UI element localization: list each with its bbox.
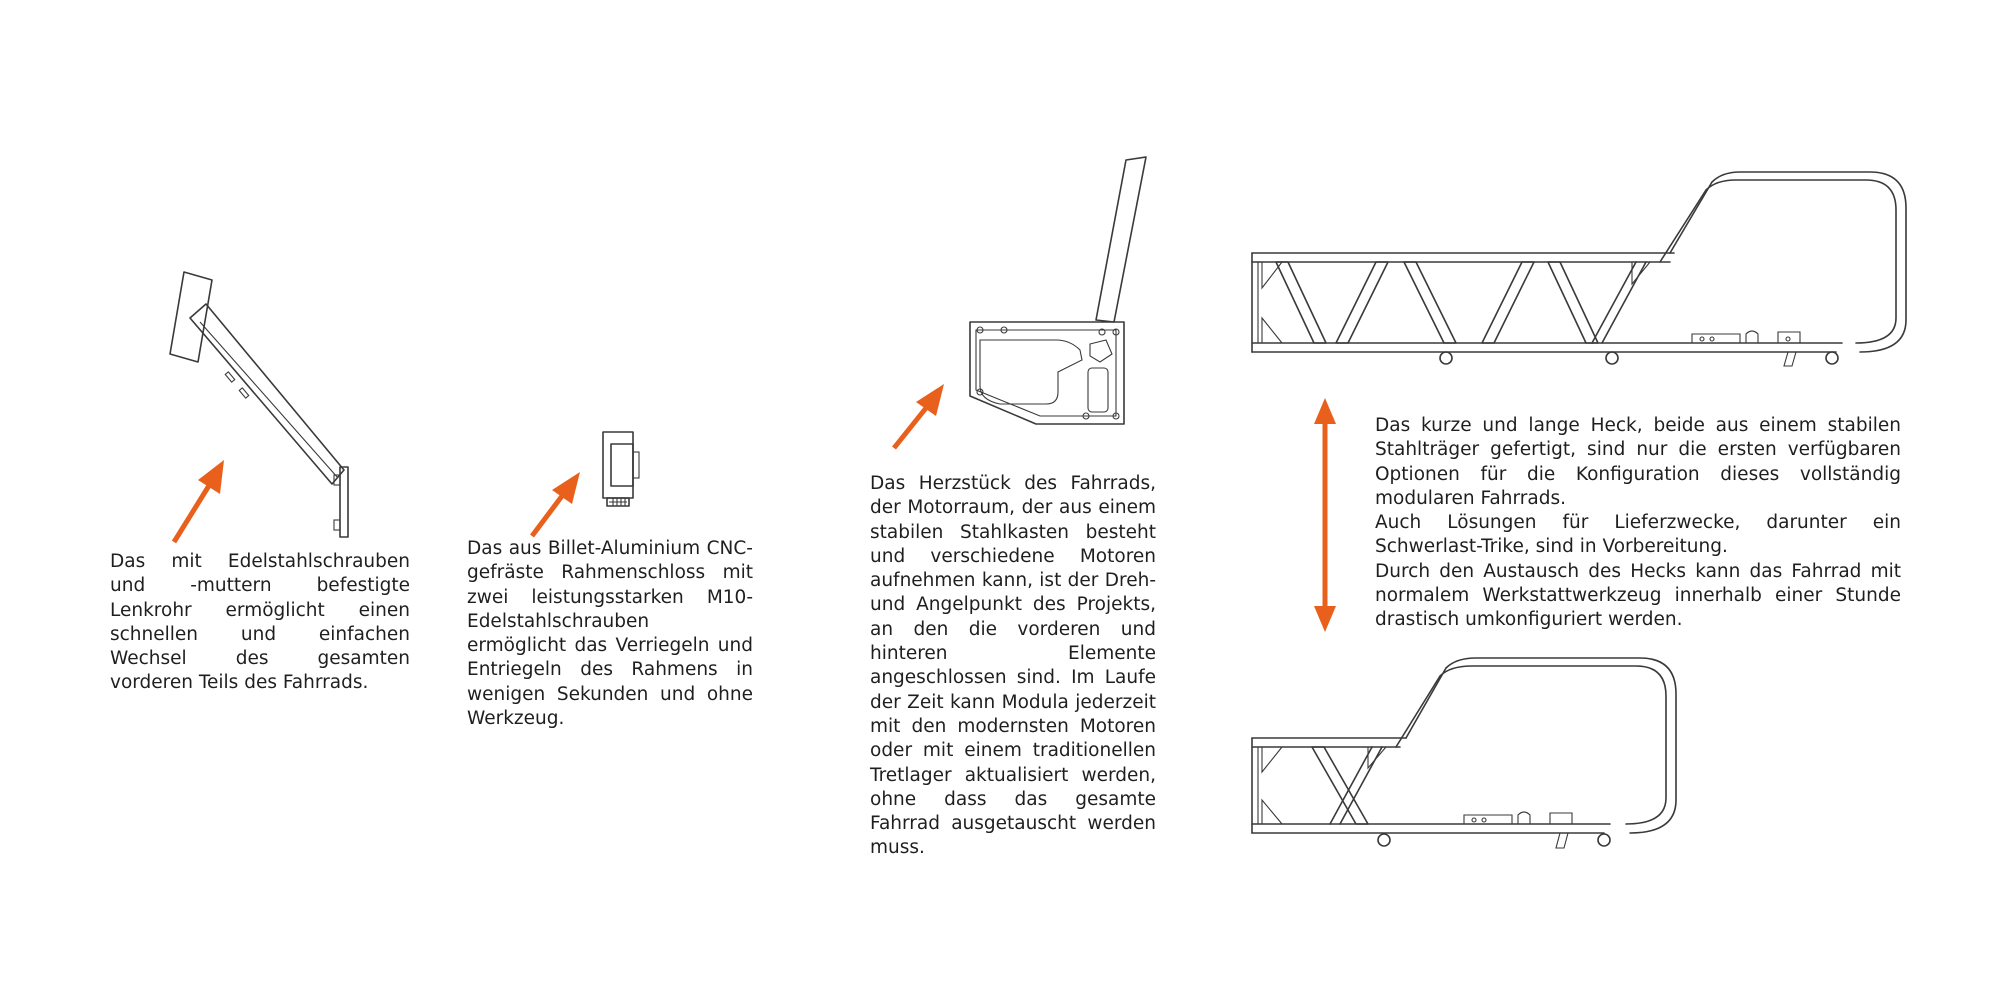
long-rear-frame-drawing xyxy=(1252,172,1906,366)
caption-rear-paragraph: Auch Lösungen für Lieferzwecke, darunter ein Schwerlast-Trike, sind in Vorbereitung. xyxy=(1375,512,1901,558)
motor-box-drawing xyxy=(970,157,1146,424)
caption-rear xyxy=(1375,414,1901,633)
arrow-handlebar xyxy=(174,460,224,542)
arrow-rear-double xyxy=(1314,398,1336,632)
frame-lock-drawing xyxy=(603,432,639,506)
caption-rear-paragraph: Das kurze und lange Heck, beide aus einem stabilen Stahlträger gefertigt, sind nur die ersten verfügbaren Optionen für die Konfiguration dieses vollständig modularen Fahrrads. xyxy=(1375,415,1901,509)
arrow-motor xyxy=(894,384,944,448)
caption-rear-paragraph: Durch den Austausch des Hecks kann das Fahrrad mit normalem Werkstattwerkzeug innerhalb einer Stunde drastisch umkonfiguriert werden. xyxy=(1375,560,1901,631)
arrow-frame-lock xyxy=(532,472,580,536)
caption-motor: Das Herzstück des Fahrrads, der Motorraum, der aus einem stabilen Stahlkasten besteht und verschiedene Motoren aufnehmen kann, ist der Dreh- und Angelpunkt des Projekts, an den die vorderen und hinteren Elemente angeschlossen sind. Im Laufe der Zeit kann Modula jederzeit mit den modernsten Motoren oder mit einem traditionellen Tretlager aktualisiert werden, ohne dass das gesamte Fahrrad ausgetauscht werden muss. xyxy=(870,473,1156,859)
caption-frame-lock: Das aus Billet-Aluminium CNC-gefräste Rahmenschloss mit zwei leistungsstarken M10-Edelstahlschrauben ermöglicht das Verriegeln und Entriegeln des Rahmens in wenigen Sekunden und ohne Werkzeug. xyxy=(467,538,753,730)
caption-handlebar: Das mit Edelstahlschrauben und -muttern befestigte Lenkrohr ermöglicht einen schnellen und einfachen Wechsel des gesamten vorderen Teils des Fahrrads. xyxy=(110,551,410,694)
handlebar-tube-drawing xyxy=(170,272,348,537)
short-rear-frame-drawing xyxy=(1252,658,1676,848)
